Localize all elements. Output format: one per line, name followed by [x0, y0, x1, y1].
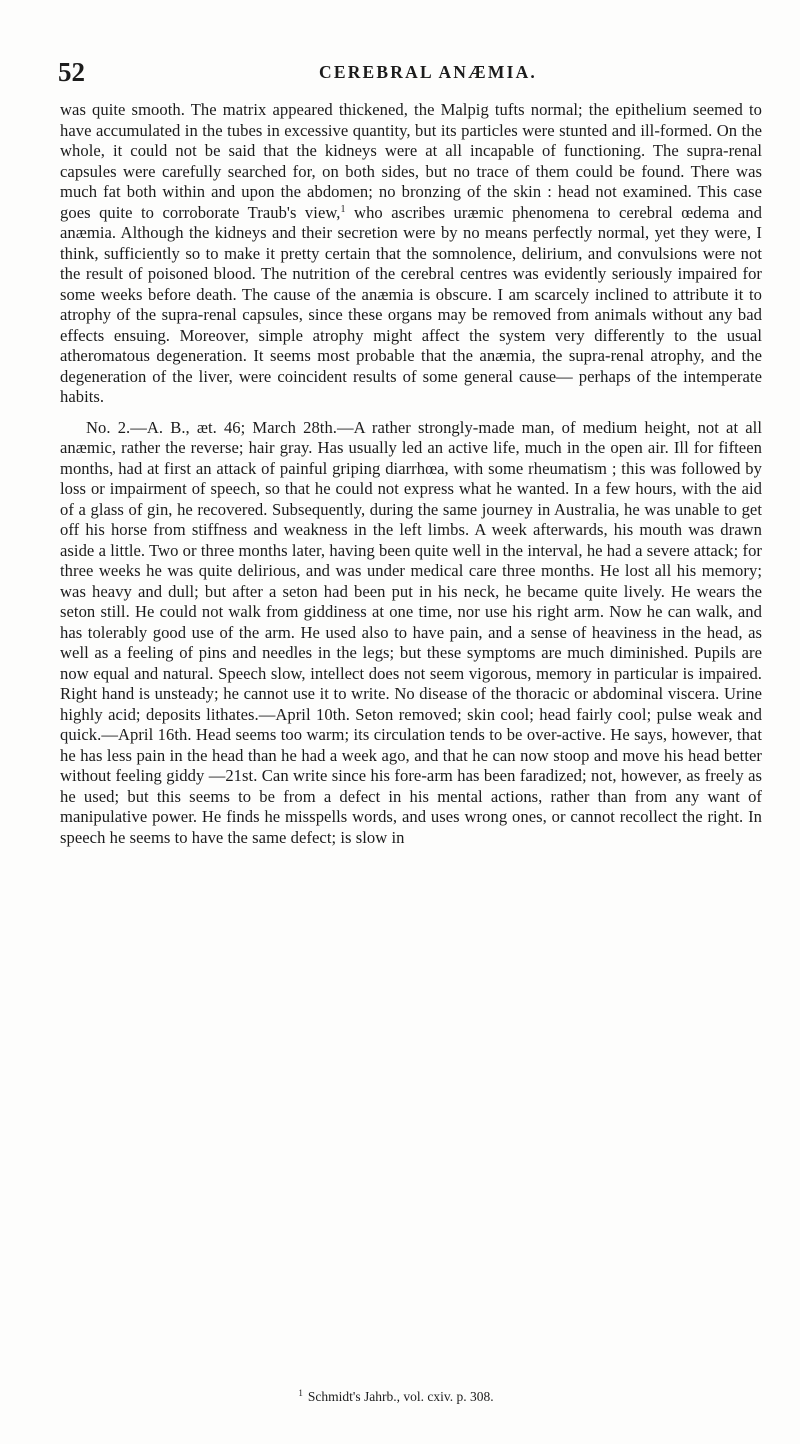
running-head	[58, 56, 762, 88]
paragraph-text: was quite smooth. The matrix appeared thickened, the Malpig tufts normal; the epithelium seemed to have accumulated in the tubes in excessive quantity, but its particles were stunted and ill-formed. On the whole, it could not be said that the kidneys were at all incapable of functioning. The supra-renal capsules were carefully searched for, on both sides, but no trace of them could be found. There was much fat both within and upon the abdomen; no bronzing of the skin : head not examined. This case goes quite to corroborate Traub's view,	[60, 100, 762, 222]
footnote-reference: 1	[340, 203, 346, 215]
footnote-text: Schmidt's Jahrb., vol. cxiv. p. 308.	[307, 1389, 494, 1404]
page-number: 52	[58, 57, 85, 87]
running-title: CEREBRAL ANÆMIA.	[318, 62, 537, 82]
paragraph-case-no-2: No. 2.—A. B., æt. 46; March 28th.—A rather strongly-made man, of medium height, not at all anæmic, rather the reverse; hair gray. Has usually led an active life, much in the open air. Ill for fifteen months, had at first an attack of painful griping diarrhœa, with some rheumatism ; this was followed by loss or impairment of speech, so that he could not express what he wanted. In a few hours, with the aid of a glass of gin, he recovered. Subsequently, during the same journey in Australia, he was unable to get off his horse from stiffness and weakness in the left limbs. A week afterwards, his mouth was drawn aside a little. Two or three months later, having been quite well in the interval, he had a severe attack; for three weeks he was quite delirious, and was under medical care three months. He lost all his memory; was heavy and dull; but after a seton had been put in his neck, he became quite lively. He wears the seton still. He could not walk from giddiness at one time, nor use his right arm. Now he can walk, and has tolerably good use of the arm. He used also to have pain, and a sense of heaviness in the head, as well as a feeling of pins and needles in the legs; but these symptoms are much diminished. Pupils are now equal and natural. Speech slow, intellect does not seem vigorous, memory in particular is impaired. Right hand is unsteady; he cannot use it to write. No disease of the thoracic or abdominal viscera. Urine highly acid; deposits lithates.—April 10th. Seton removed; skin cool; head fairly cool; pulse weak and quick.—April 16th. Head seems too warm; its circulation tends to be over-active. He says, however, that he has less pain in the head than he had a week ago, and that he can now stoop and move his head better without feeling giddy —21st. Can write since his fore-arm has been faradized; not, however, as freely as he used; but this seems to be from a defect in his mental actions, rather than from any want of manipulative power. He finds he misspells words, and uses wrong ones, or cannot recollect the right. In speech he seems to have the same defect; is slow in	[60, 417, 762, 847]
body-text	[60, 100, 762, 848]
paragraph-case-discussion	[60, 100, 762, 408]
footnote	[60, 1384, 762, 1406]
footnote-marker: 1	[298, 1388, 303, 1398]
paragraph-text: who ascribes uræmic phenomena to cerebral œdema and anæmia. Although the kidneys and their secretion were by no means perfectly normal, yet they were, I think, sufficiently so to make it pretty certain that the somnolence, delirium, and convulsions were not the result of poisoned blood. The nutrition of the cerebral centres was evidently seriously impaired for some weeks before death. The cause of the anæmia is obscure. I am scarcely inclined to attribute it to atrophy of the supra-renal capsules, since these organs may be removed from animals without any bad effects ensuing. Moreover, simple atrophy might affect the system very differently to the usual atheromatous degeneration. It seems most probable that the anæmia, the supra-renal atrophy, and the degeneration of the liver, were coincident results of some general cause— perhaps of the intemperate habits.	[60, 202, 762, 406]
